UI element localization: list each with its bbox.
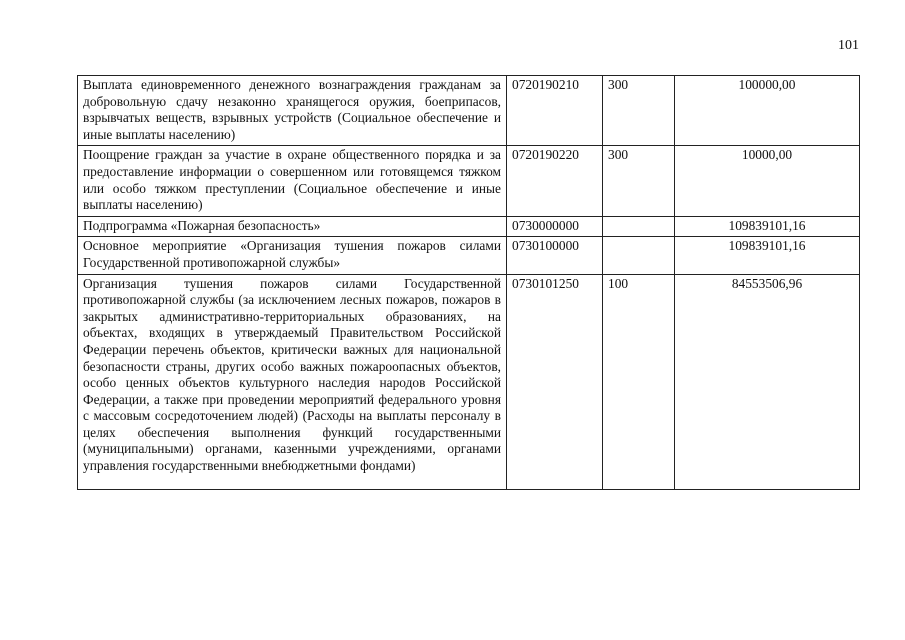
row-expense-kind: 300	[603, 76, 675, 146]
row-expense-kind	[603, 216, 675, 237]
table-row	[78, 237, 860, 274]
row-target-code: 0730000000	[507, 216, 603, 237]
row-description: Выплата единовременного денежного вознаграждения гражданам за добровольную сдачу незаконно хранящегося оружия, боеприпасов, взрывчатых веществ, взрывных устройств (Социальное обеспечение и иные выплаты населению)	[78, 76, 507, 146]
row-amount: 109839101,16	[675, 216, 860, 237]
page-number: 101	[838, 38, 859, 53]
table-row	[78, 274, 860, 489]
row-amount: 10000,00	[675, 146, 860, 216]
row-target-code: 0720190210	[507, 76, 603, 146]
row-description: Основное мероприятие «Организация тушения пожаров силами Государственной противопожарной службы»	[78, 237, 507, 274]
row-expense-kind	[603, 237, 675, 274]
row-description: Организация тушения пожаров силами Государственной противопожарной службы (за исключением лесных пожаров, пожаров в закрытых административно-территориальных образованиях, на объектах, входящих в утверждаемый Правительством Российской Федерации перечень объектов, критически важных для национальной безопасности страны, других особо важных пожароопасных объектов, особо ценных объектов культурного наследия народов Российской Федерации, а также при проведении мероприятий федерального уровня с массовым сосредоточением людей) (Расходы на выплаты персоналу в целях обеспечения выполнения функций государственными (муниципальными) органами, казенными учреждениями, органами управления государственными внебюджетными фондами)	[78, 274, 507, 489]
row-target-code: 0730100000	[507, 237, 603, 274]
row-description: Подпрограмма «Пожарная безопасность»	[78, 216, 507, 237]
row-target-code: 0730101250	[507, 274, 603, 489]
row-expense-kind: 100	[603, 274, 675, 489]
row-target-code: 0720190220	[507, 146, 603, 216]
row-amount: 84553506,96	[675, 274, 860, 489]
row-amount: 100000,00	[675, 76, 860, 146]
table-row	[78, 146, 860, 216]
table-row	[78, 216, 860, 237]
row-amount: 109839101,16	[675, 237, 860, 274]
table-row	[78, 76, 860, 146]
row-expense-kind: 300	[603, 146, 675, 216]
budget-table	[77, 75, 860, 490]
row-description: Поощрение граждан за участие в охране общественного порядка и за предоставление информации о совершенном или готовящемся тяжком или особо тяжком преступлении (Социальное обеспечение и иные выплаты населению)	[78, 146, 507, 216]
